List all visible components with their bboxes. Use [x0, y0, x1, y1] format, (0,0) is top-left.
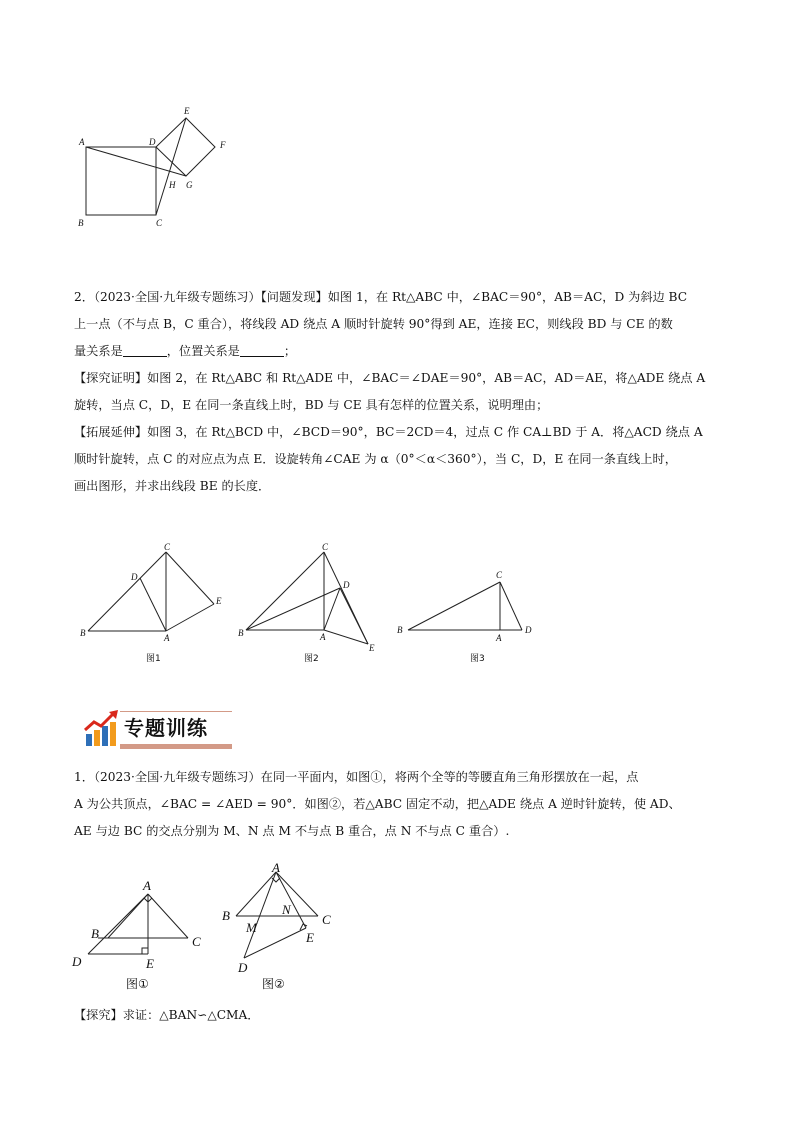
- fig1-label-A: A: [164, 633, 170, 643]
- figure-circle-2-svg: [218, 858, 348, 994]
- section-underline: [120, 744, 232, 749]
- section-header: [84, 708, 234, 750]
- label-E: E: [184, 106, 190, 116]
- figure-circle-1-svg: [68, 872, 218, 994]
- answer-blank-1[interactable]: [123, 344, 167, 357]
- explore-line: 【探究】求证：△BAN∽△CMA．: [74, 1008, 260, 1022]
- fig1-label-D: D: [131, 572, 138, 582]
- figB-label-E: E: [306, 930, 314, 945]
- figB-label-M: M: [246, 920, 257, 935]
- figA-caption: 图①: [126, 977, 149, 991]
- fig3-label-D: D: [525, 625, 532, 635]
- problem-2-line-2: 上一点（不与点 B，C 重合），将线段 AD 绕点 A 顺时针旋转 90°得到 AE，连接 EC，则线段 BD 与 CE 的数: [74, 317, 673, 331]
- problem-2-line-1: 2．（2023·全国·九年级专题练习）【问题发现】如图 1，在 Rt△ABC 中，∠BAC＝90°，AB＝AC，D 为斜边 BC: [74, 290, 688, 304]
- figure-3-svg: [392, 565, 542, 665]
- training-1-line-1: 1．（2023·全国·九年级专题练习）在同一平面内，如图①，将两个全等的等腰直角三角形摆放在一起，点: [74, 770, 639, 784]
- figure-3: [392, 565, 542, 665]
- fig2-label-C: C: [322, 542, 329, 552]
- section-title: 专题训练: [124, 716, 208, 740]
- problem-2-line-4: 【探究证明】如图 2，在 Rt△ABC 和 Rt△ADE 中，∠BAC＝∠DAE＝90°，AB＝AC，AD＝AE，将△ADE 绕点 A: [74, 371, 706, 385]
- answer-blank-2[interactable]: [240, 344, 284, 357]
- figB-label-D: D: [238, 960, 248, 975]
- figure-2: [236, 540, 386, 665]
- figB-label-C: C: [322, 912, 331, 927]
- problem-2-line-7: 顺时针旋转，点 C 的对应点为点 E．设旋转角∠CAE 为 α（0°＜α＜360°），当 C，D，E 在同一条直线上时，: [74, 452, 677, 466]
- fig1-label-B: B: [80, 628, 86, 638]
- problem-2-line-3: [74, 338, 724, 365]
- label-B: B: [78, 218, 84, 228]
- problem-2-line-3a: 量关系是: [74, 344, 123, 358]
- fig2-caption: 图2: [304, 654, 319, 664]
- label-C: C: [156, 218, 163, 228]
- figA-label-C: C: [192, 934, 201, 949]
- label-H: H: [169, 180, 176, 190]
- figure-1: [78, 540, 233, 665]
- training-1-explore: [74, 1002, 724, 1029]
- label-G: G: [186, 180, 193, 190]
- figure-2-svg: [236, 540, 386, 665]
- fig2-label-B: B: [238, 628, 244, 638]
- fig2-label-A: A: [320, 632, 326, 642]
- fig2-label-D: D: [343, 580, 350, 590]
- figA-label-B: B: [91, 926, 99, 941]
- figure-circle-1: [68, 872, 218, 994]
- fig1-label-E: E: [216, 596, 222, 606]
- problem-2-line-3b: ，位置关系是: [166, 344, 240, 358]
- problem-2-line-8: 画出图形，并求出线段 BE 的长度．: [74, 479, 271, 493]
- figB-label-A: A: [272, 860, 280, 875]
- figB-label-N: N: [282, 902, 291, 917]
- figB-label-B: B: [222, 908, 230, 923]
- fig3-label-A: A: [496, 633, 502, 643]
- training-1-line-2: A 为公共顶点，∠BAC = ∠AED = 90°．如图②，若△ABC 固定不动，把△ADE 绕点 A 逆时针旋转，使 AD、: [74, 797, 681, 811]
- label-D: D: [149, 137, 156, 147]
- figA-label-D: D: [72, 954, 82, 969]
- problem-2-line-3c: ；: [283, 344, 297, 358]
- figA-label-A: A: [143, 878, 151, 893]
- figure-1-svg: [78, 540, 233, 665]
- label-A: A: [79, 137, 85, 147]
- fig1-caption: 图1: [146, 654, 161, 664]
- problem-2: [74, 284, 724, 500]
- label-F: F: [220, 140, 226, 150]
- figure-circle-2: [218, 858, 348, 994]
- figure-top: [70, 100, 240, 235]
- figA-label-E: E: [146, 956, 154, 971]
- fig3-label-B: B: [397, 625, 403, 635]
- fig2-label-E: E: [369, 643, 375, 653]
- training-problem-1: [74, 764, 724, 845]
- figure-top-svg: [70, 100, 240, 235]
- problem-2-line-6: 【拓展延伸】如图 3，在 Rt△BCD 中，∠BCD＝90°，BC＝2CD＝4，过点 C 作 CA⊥BD 于 A．将△ACD 绕点 A: [74, 425, 703, 439]
- chart-trend-icon: [84, 710, 120, 750]
- training-1-line-3: AE 与边 BC 的交点分别为 M、N 点 M 不与点 B 重合，点 N 不与点 C 重合）.: [74, 824, 510, 838]
- fig1-label-C: C: [164, 542, 171, 552]
- figB-caption: 图②: [262, 977, 285, 991]
- fig3-label-C: C: [496, 570, 503, 580]
- problem-2-line-5: 旋转，当点 C，D，E 在同一条直线上时，BD 与 CE 具有怎样的位置关系，说明理由；: [74, 398, 549, 412]
- fig3-caption: 图3: [470, 654, 485, 664]
